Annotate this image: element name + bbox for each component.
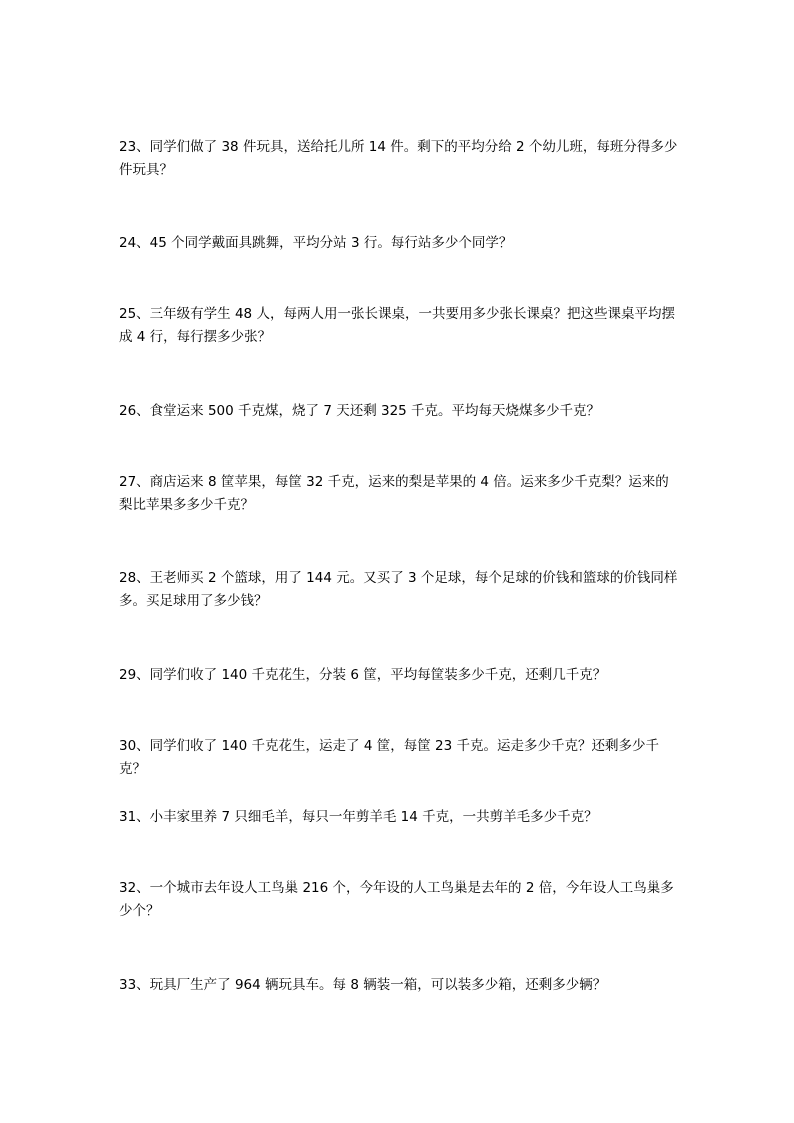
problem-25: 25、三年级有学生 48 人，每两人用一张长课桌，一共要用多少张长课桌？把这些课桌平均摆成 4 行，每行摆多少张？: [119, 306, 675, 345]
problem-32: 32、一个城市去年设人工鸟巢 216 个，今年设的人工鸟巢是去年的 2 倍，今年设人工鸟巢多少个？: [119, 880, 674, 919]
problem-26: 26、食堂运来 500 千克煤，烧了 7 天还剩 325 千克。平均每天烧煤多少千克？: [119, 403, 601, 419]
problem-24: 24、45 个同学戴面具跳舞，平均分站 3 行。每行站多少个同学？: [119, 235, 513, 251]
problem-33: 33、玩具厂生产了 964 辆玩具车。每 8 辆装一箱，可以装多少箱，还剩多少辆？: [119, 977, 607, 993]
problem-30: 30、同学们收了 140 千克花生，运走了 4 筐，每筐 23 千克。运走多少千克？还剩多少千克？: [119, 738, 659, 777]
problem-23: 23、同学们做了 38 件玩具，送给托儿所 14 件。剩下的平均分给 2 个幼儿班，每班分得多少件玩具？: [119, 139, 678, 178]
problem-31: 31、小丰家里养 7 只细毛羊，每只一年剪羊毛 14 千克，一共剪羊毛多少千克？: [119, 809, 598, 825]
problem-29: 29、同学们收了 140 千克花生，分装 6 筐，平均每筐装多少千克，还剩几千克？: [119, 667, 607, 683]
problem-28: 28、王老师买 2 个篮球，用了 144 元。又买了 3 个足球，每个足球的价钱和篮球的价钱同样多。买足球用了多少钱？: [119, 570, 678, 609]
problem-27: 27、商店运来 8 筐苹果，每筐 32 千克，运来的梨是苹果的 4 倍。运来多少千克梨？运来的梨比苹果多多少千克？: [119, 474, 669, 513]
